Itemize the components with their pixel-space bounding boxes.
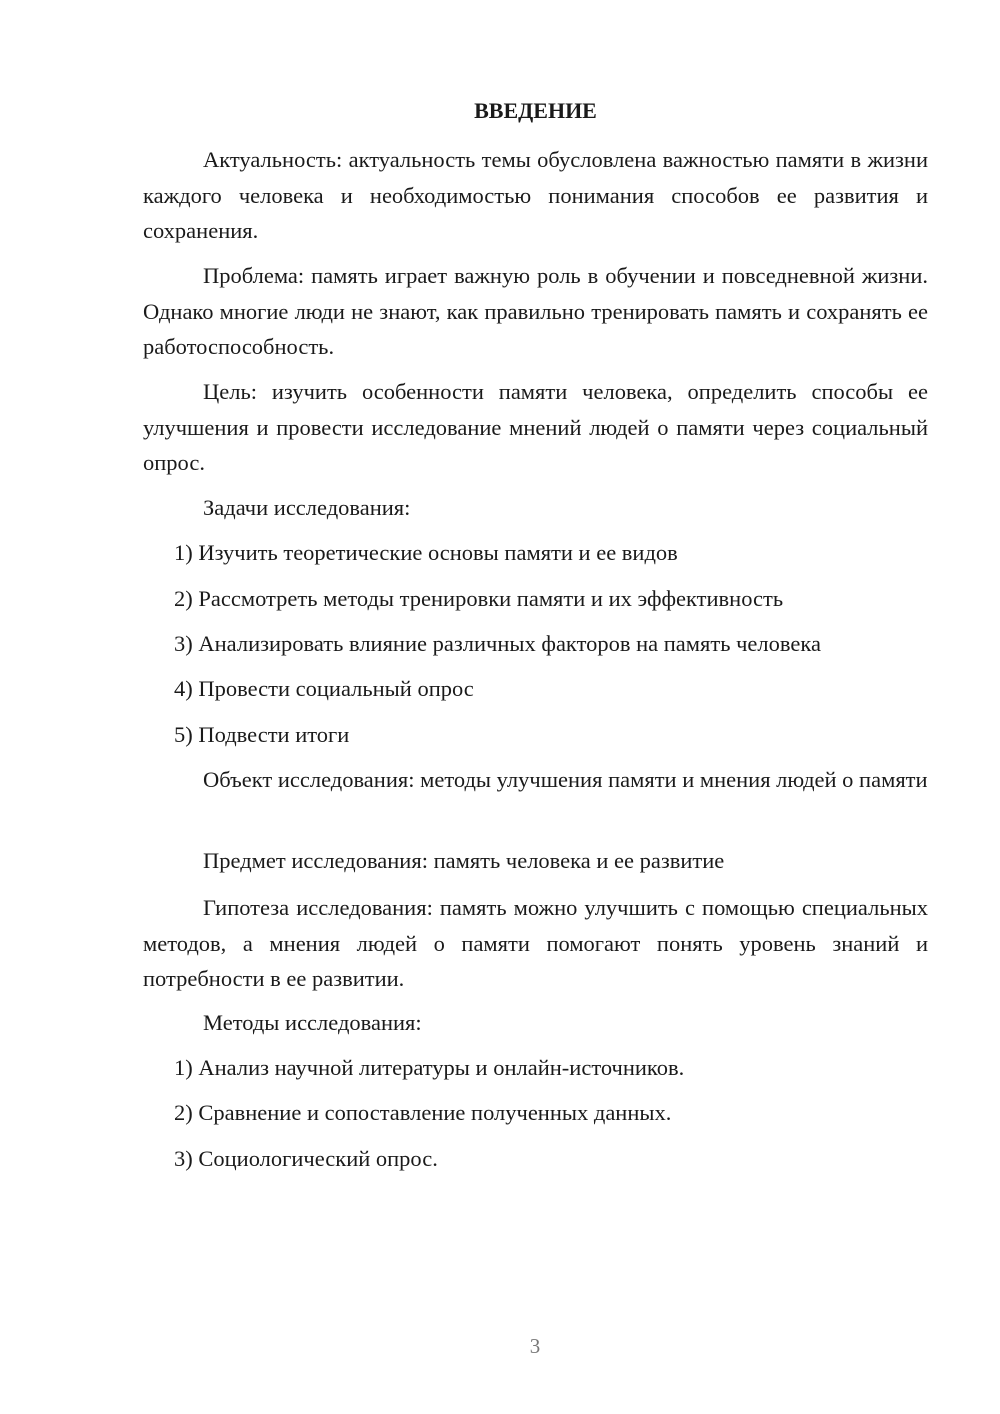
problem-paragraph: Проблема: память играет важную роль в обучении и повседневной жизни. Однако многие люди не знают, как правильно тренировать память и сохранять ее работоспособность.	[143, 263, 928, 359]
list-item: 1) Анализ научной литературы и онлайн-источников.	[174, 1055, 685, 1080]
relevance-paragraph: Актуальность: актуальность темы обусловлена важностью памяти в жизни каждого человека и необходимостью понимания способов ее развития и сохранения.	[143, 147, 928, 243]
list-item: 1) Изучить теоретические основы памяти и ее видов	[174, 540, 678, 565]
page-number: 3	[529, 1334, 541, 1358]
subject-paragraph: Предмет исследования: память человека и ее развитие	[203, 848, 725, 873]
list-item: 4) Провести социальный опрос	[174, 676, 474, 701]
goal-paragraph: Цель: изучить особенности памяти человека, определить способы ее улучшения и провести исследование мнений людей о памяти через социальный опрос.	[143, 379, 928, 475]
methods-heading: Методы исследования:	[203, 1010, 422, 1035]
list-item: 2) Сравнение и сопоставление полученных данных.	[174, 1100, 672, 1125]
list-item: 5) Подвести итоги	[174, 722, 350, 747]
object-paragraph: Объект исследования: методы улучшения памяти и мнения людей о памяти	[203, 767, 928, 792]
list-item: 3) Анализировать влияние различных факторов на память человека	[174, 631, 821, 656]
list-item: 3) Социологический опрос.	[174, 1146, 438, 1171]
page-title: ВВЕДЕНИЕ	[474, 98, 597, 123]
list-item: 2) Рассмотреть методы тренировки памяти и их эффективность	[174, 586, 784, 611]
tasks-heading: Задачи исследования:	[203, 495, 411, 520]
hypothesis-paragraph: Гипотеза исследования: память можно улучшить с помощью специальных методов, а мнения людей о памяти помогают понять уровень знаний и потребности в ее развитии.	[143, 895, 928, 991]
